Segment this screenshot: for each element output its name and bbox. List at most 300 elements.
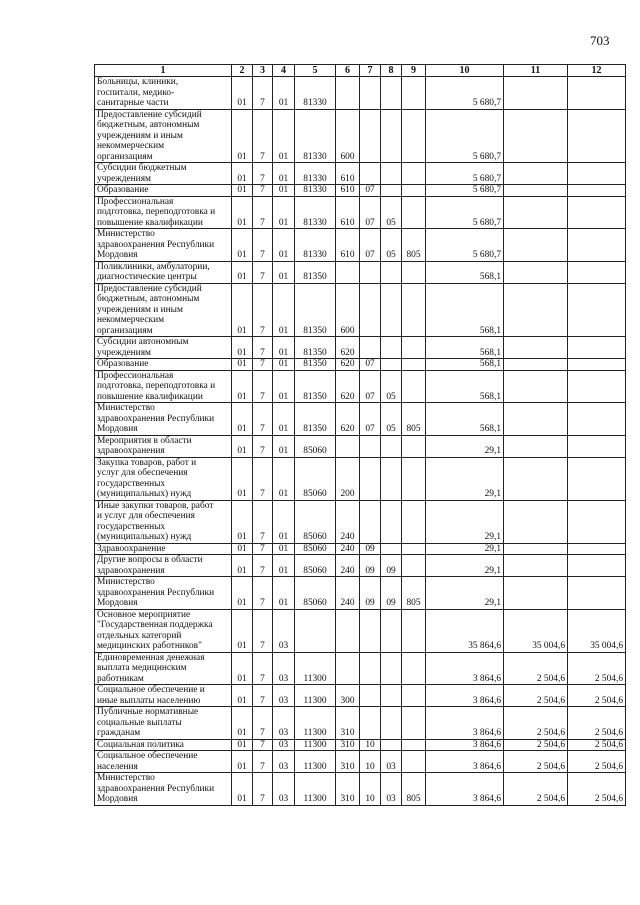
col-9-cell bbox=[402, 283, 426, 337]
col-3-cell: 7 bbox=[253, 196, 273, 229]
col-10-cell: 568,1 bbox=[426, 403, 504, 436]
col-11-cell bbox=[504, 163, 568, 185]
col-10-cell: 29,1 bbox=[426, 577, 504, 610]
col-3-cell: 7 bbox=[253, 229, 273, 262]
row-name-cell: Субсидии автономным учреждениям bbox=[95, 337, 232, 359]
col-12-cell bbox=[568, 77, 626, 110]
col-12-cell bbox=[568, 283, 626, 337]
col-11-cell bbox=[504, 261, 568, 283]
col-9-cell bbox=[402, 739, 426, 751]
table-row bbox=[95, 283, 626, 337]
col-6-cell: 600 bbox=[336, 283, 360, 337]
col-6-cell: 240 bbox=[336, 500, 360, 543]
col-2-cell: 01 bbox=[232, 185, 253, 197]
row-name-cell: Предоставление субсидий бюджетным, автономным учреждениям и иным некоммерческим организациям bbox=[95, 283, 232, 337]
col-3-cell: 7 bbox=[253, 555, 273, 577]
col-11-cell bbox=[504, 337, 568, 359]
col-3-cell: 7 bbox=[253, 652, 273, 685]
col-4-cell: 01 bbox=[273, 370, 295, 403]
col-9-cell: 805 bbox=[402, 403, 426, 436]
table-row bbox=[95, 457, 626, 500]
col-7-cell: 09 bbox=[360, 543, 381, 555]
col-2-cell: 01 bbox=[232, 543, 253, 555]
col-4-cell: 03 bbox=[273, 609, 295, 652]
col-3-cell: 7 bbox=[253, 359, 273, 371]
col-10-cell: 3 864,6 bbox=[426, 707, 504, 740]
col-7-cell: 10 bbox=[360, 751, 381, 773]
col-7-cell: 09 bbox=[360, 555, 381, 577]
col-9-cell bbox=[402, 261, 426, 283]
col-7-cell bbox=[360, 609, 381, 652]
col-10-cell: 29,1 bbox=[426, 435, 504, 457]
column-header: 10 bbox=[426, 65, 504, 77]
col-12-cell bbox=[568, 555, 626, 577]
col-6-cell: 610 bbox=[336, 163, 360, 185]
col-3-cell: 7 bbox=[253, 163, 273, 185]
col-7-cell bbox=[360, 435, 381, 457]
col-11-cell bbox=[504, 435, 568, 457]
col-5-cell: 81350 bbox=[295, 283, 336, 337]
col-11-cell bbox=[504, 543, 568, 555]
col-11-cell: 2 504,6 bbox=[504, 751, 568, 773]
col-2-cell: 01 bbox=[232, 337, 253, 359]
col-4-cell: 01 bbox=[273, 229, 295, 262]
col-6-cell: 310 bbox=[336, 751, 360, 773]
col-11-cell bbox=[504, 370, 568, 403]
col-3-cell: 7 bbox=[253, 109, 273, 163]
col-4-cell: 01 bbox=[273, 163, 295, 185]
table-row bbox=[95, 555, 626, 577]
col-8-cell bbox=[381, 652, 402, 685]
col-12-cell: 2 504,6 bbox=[568, 685, 626, 707]
col-7-cell bbox=[360, 707, 381, 740]
col-3-cell: 7 bbox=[253, 337, 273, 359]
col-7-cell bbox=[360, 457, 381, 500]
col-8-cell bbox=[381, 337, 402, 359]
table-row bbox=[95, 609, 626, 652]
col-7-cell: 07 bbox=[360, 359, 381, 371]
table-row bbox=[95, 685, 626, 707]
col-4-cell: 01 bbox=[273, 359, 295, 371]
col-3-cell: 7 bbox=[253, 685, 273, 707]
col-6-cell: 310 bbox=[336, 773, 360, 806]
row-name-cell: Здравоохранение bbox=[95, 543, 232, 555]
col-8-cell: 03 bbox=[381, 773, 402, 806]
col-4-cell: 01 bbox=[273, 337, 295, 359]
col-8-cell: 05 bbox=[381, 370, 402, 403]
col-12-cell: 2 504,6 bbox=[568, 751, 626, 773]
col-4-cell: 03 bbox=[273, 652, 295, 685]
row-name-cell: Образование bbox=[95, 185, 232, 197]
column-header: 3 bbox=[253, 65, 273, 77]
col-8-cell bbox=[381, 739, 402, 751]
col-2-cell: 01 bbox=[232, 500, 253, 543]
col-9-cell bbox=[402, 457, 426, 500]
col-7-cell bbox=[360, 283, 381, 337]
table-row bbox=[95, 500, 626, 543]
col-12-cell bbox=[568, 163, 626, 185]
col-5-cell: 11300 bbox=[295, 707, 336, 740]
col-5-cell: 81330 bbox=[295, 196, 336, 229]
col-12-cell bbox=[568, 543, 626, 555]
table-row bbox=[95, 196, 626, 229]
column-header: 11 bbox=[504, 65, 568, 77]
col-3-cell: 7 bbox=[253, 370, 273, 403]
col-11-cell: 2 504,6 bbox=[504, 707, 568, 740]
col-3-cell: 7 bbox=[253, 773, 273, 806]
col-12-cell bbox=[568, 403, 626, 436]
table-row bbox=[95, 337, 626, 359]
col-2-cell: 01 bbox=[232, 685, 253, 707]
col-3-cell: 7 bbox=[253, 751, 273, 773]
col-9-cell bbox=[402, 337, 426, 359]
col-5-cell: 85060 bbox=[295, 577, 336, 610]
col-6-cell bbox=[336, 77, 360, 110]
row-name-cell: Субсидии бюджетным учреждениям bbox=[95, 163, 232, 185]
col-4-cell: 01 bbox=[273, 109, 295, 163]
col-2-cell: 01 bbox=[232, 370, 253, 403]
col-9-cell bbox=[402, 185, 426, 197]
col-12-cell bbox=[568, 435, 626, 457]
col-11-cell bbox=[504, 283, 568, 337]
col-6-cell: 610 bbox=[336, 185, 360, 197]
row-name-cell: Единовременная денежная выплата медицинским работникам bbox=[95, 652, 232, 685]
col-5-cell: 81330 bbox=[295, 77, 336, 110]
table-row bbox=[95, 707, 626, 740]
col-9-cell: 805 bbox=[402, 577, 426, 610]
col-12-cell bbox=[568, 500, 626, 543]
col-10-cell: 568,1 bbox=[426, 261, 504, 283]
col-4-cell: 01 bbox=[273, 500, 295, 543]
col-8-cell: 03 bbox=[381, 751, 402, 773]
col-5-cell: 81330 bbox=[295, 109, 336, 163]
col-3-cell: 7 bbox=[253, 457, 273, 500]
col-3-cell: 7 bbox=[253, 707, 273, 740]
row-name-cell: Профессиональная подготовка, переподготовка и повышение квалификации bbox=[95, 370, 232, 403]
col-3-cell: 7 bbox=[253, 185, 273, 197]
col-2-cell: 01 bbox=[232, 652, 253, 685]
col-8-cell bbox=[381, 261, 402, 283]
col-10-cell: 5 680,7 bbox=[426, 196, 504, 229]
col-10-cell: 29,1 bbox=[426, 543, 504, 555]
col-7-cell bbox=[360, 109, 381, 163]
col-7-cell: 07 bbox=[360, 403, 381, 436]
col-5-cell: 85060 bbox=[295, 500, 336, 543]
row-name-cell: Социальное обеспечение и иные выплаты населению bbox=[95, 685, 232, 707]
col-9-cell bbox=[402, 370, 426, 403]
row-name-cell: Публичные нормативные социальные выплаты гражданам bbox=[95, 707, 232, 740]
col-10-cell: 568,1 bbox=[426, 337, 504, 359]
col-12-cell: 2 504,6 bbox=[568, 707, 626, 740]
col-6-cell: 310 bbox=[336, 739, 360, 751]
col-7-cell bbox=[360, 500, 381, 543]
col-3-cell: 7 bbox=[253, 435, 273, 457]
col-5-cell: 85060 bbox=[295, 555, 336, 577]
col-10-cell: 3 864,6 bbox=[426, 773, 504, 806]
col-9-cell: 805 bbox=[402, 773, 426, 806]
col-9-cell bbox=[402, 555, 426, 577]
col-8-cell bbox=[381, 435, 402, 457]
table-row bbox=[95, 109, 626, 163]
col-2-cell: 01 bbox=[232, 707, 253, 740]
table-row bbox=[95, 739, 626, 751]
col-8-cell bbox=[381, 685, 402, 707]
col-10-cell: 3 864,6 bbox=[426, 652, 504, 685]
col-5-cell: 81350 bbox=[295, 359, 336, 371]
col-2-cell: 01 bbox=[232, 261, 253, 283]
col-11-cell: 2 504,6 bbox=[504, 652, 568, 685]
col-10-cell: 568,1 bbox=[426, 359, 504, 371]
col-4-cell: 01 bbox=[273, 555, 295, 577]
row-name-cell: Закупка товаров, работ и услуг для обеспечения государственных (муниципальных) нужд bbox=[95, 457, 232, 500]
col-11-cell bbox=[504, 359, 568, 371]
col-12-cell bbox=[568, 185, 626, 197]
row-name-cell: Основное мероприятие "Государственная поддержка отдельных категорий медицинских работников" bbox=[95, 609, 232, 652]
col-5-cell: 81350 bbox=[295, 370, 336, 403]
col-3-cell: 7 bbox=[253, 739, 273, 751]
col-12-cell: 2 504,6 bbox=[568, 652, 626, 685]
col-8-cell: 09 bbox=[381, 555, 402, 577]
col-6-cell: 300 bbox=[336, 685, 360, 707]
col-11-cell: 35 004,6 bbox=[504, 609, 568, 652]
col-2-cell: 01 bbox=[232, 609, 253, 652]
col-11-cell bbox=[504, 457, 568, 500]
table-header-row bbox=[95, 65, 626, 77]
table-row bbox=[95, 773, 626, 806]
col-9-cell bbox=[402, 609, 426, 652]
col-8-cell bbox=[381, 543, 402, 555]
col-9-cell bbox=[402, 543, 426, 555]
col-11-cell bbox=[504, 403, 568, 436]
col-7-cell bbox=[360, 337, 381, 359]
col-5-cell: 81330 bbox=[295, 163, 336, 185]
col-6-cell: 200 bbox=[336, 457, 360, 500]
col-4-cell: 01 bbox=[273, 185, 295, 197]
col-2-cell: 01 bbox=[232, 457, 253, 500]
col-10-cell: 3 864,6 bbox=[426, 685, 504, 707]
col-8-cell bbox=[381, 609, 402, 652]
col-5-cell: 11300 bbox=[295, 652, 336, 685]
table-row bbox=[95, 751, 626, 773]
column-header: 9 bbox=[402, 65, 426, 77]
col-11-cell bbox=[504, 229, 568, 262]
col-9-cell bbox=[402, 685, 426, 707]
col-8-cell bbox=[381, 185, 402, 197]
col-10-cell: 5 680,7 bbox=[426, 163, 504, 185]
col-11-cell: 2 504,6 bbox=[504, 685, 568, 707]
col-2-cell: 01 bbox=[232, 435, 253, 457]
row-name-cell: Министерство здравоохранения Республики Мордовия bbox=[95, 403, 232, 436]
row-name-cell: Иные закупки товаров, работ и услуг для обеспечения государственных (муниципальных) нужд bbox=[95, 500, 232, 543]
budget-table bbox=[94, 64, 626, 806]
col-9-cell bbox=[402, 163, 426, 185]
col-3-cell: 7 bbox=[253, 609, 273, 652]
col-6-cell: 620 bbox=[336, 370, 360, 403]
col-8-cell bbox=[381, 457, 402, 500]
table-row bbox=[95, 370, 626, 403]
col-8-cell bbox=[381, 77, 402, 110]
col-9-cell bbox=[402, 751, 426, 773]
col-6-cell: 600 bbox=[336, 109, 360, 163]
col-8-cell bbox=[381, 163, 402, 185]
col-7-cell bbox=[360, 163, 381, 185]
col-2-cell: 01 bbox=[232, 359, 253, 371]
col-8-cell: 05 bbox=[381, 229, 402, 262]
col-5-cell: 85060 bbox=[295, 457, 336, 500]
col-4-cell: 03 bbox=[273, 685, 295, 707]
col-5-cell: 81330 bbox=[295, 229, 336, 262]
col-6-cell bbox=[336, 609, 360, 652]
col-6-cell: 620 bbox=[336, 359, 360, 371]
page-number: 703 bbox=[590, 33, 610, 48]
col-7-cell: 07 bbox=[360, 196, 381, 229]
col-5-cell: 85060 bbox=[295, 543, 336, 555]
col-3-cell: 7 bbox=[253, 261, 273, 283]
col-4-cell: 03 bbox=[273, 751, 295, 773]
col-12-cell: 2 504,6 bbox=[568, 739, 626, 751]
col-9-cell bbox=[402, 652, 426, 685]
col-9-cell bbox=[402, 707, 426, 740]
col-2-cell: 01 bbox=[232, 77, 253, 110]
col-5-cell: 11300 bbox=[295, 773, 336, 806]
col-6-cell bbox=[336, 652, 360, 685]
col-10-cell: 568,1 bbox=[426, 370, 504, 403]
col-7-cell bbox=[360, 77, 381, 110]
col-3-cell: 7 bbox=[253, 577, 273, 610]
col-5-cell: 81330 bbox=[295, 185, 336, 197]
row-name-cell: Профессиональная подготовка, переподготовка и повышение квалификации bbox=[95, 196, 232, 229]
col-6-cell bbox=[336, 261, 360, 283]
col-2-cell: 01 bbox=[232, 109, 253, 163]
col-11-cell: 2 504,6 bbox=[504, 773, 568, 806]
table-row bbox=[95, 543, 626, 555]
col-6-cell: 310 bbox=[336, 707, 360, 740]
table-body bbox=[95, 77, 626, 806]
col-11-cell bbox=[504, 185, 568, 197]
col-8-cell bbox=[381, 283, 402, 337]
col-5-cell bbox=[295, 609, 336, 652]
table-row bbox=[95, 577, 626, 610]
col-12-cell bbox=[568, 359, 626, 371]
table-row bbox=[95, 77, 626, 110]
col-4-cell: 03 bbox=[273, 773, 295, 806]
col-2-cell: 01 bbox=[232, 751, 253, 773]
col-7-cell bbox=[360, 652, 381, 685]
col-7-cell: 07 bbox=[360, 229, 381, 262]
col-10-cell: 5 680,7 bbox=[426, 109, 504, 163]
col-12-cell bbox=[568, 261, 626, 283]
col-8-cell: 05 bbox=[381, 403, 402, 436]
col-5-cell: 81350 bbox=[295, 337, 336, 359]
col-11-cell: 2 504,6 bbox=[504, 739, 568, 751]
row-name-cell: Министерство здравоохранения Республики Мордовия bbox=[95, 773, 232, 806]
col-9-cell: 805 bbox=[402, 229, 426, 262]
row-name-cell: Министерство здравоохранения Республики Мордовия bbox=[95, 229, 232, 262]
col-12-cell: 2 504,6 bbox=[568, 773, 626, 806]
col-8-cell bbox=[381, 109, 402, 163]
row-name-cell: Другие вопросы в области здравоохранения bbox=[95, 555, 232, 577]
column-header: 8 bbox=[381, 65, 402, 77]
column-header: 12 bbox=[568, 65, 626, 77]
table-row bbox=[95, 261, 626, 283]
col-4-cell: 01 bbox=[273, 261, 295, 283]
col-10-cell: 3 864,6 bbox=[426, 751, 504, 773]
col-7-cell: 10 bbox=[360, 773, 381, 806]
col-3-cell: 7 bbox=[253, 403, 273, 436]
col-2-cell: 01 bbox=[232, 283, 253, 337]
col-9-cell bbox=[402, 109, 426, 163]
col-6-cell bbox=[336, 435, 360, 457]
col-6-cell: 240 bbox=[336, 577, 360, 610]
col-10-cell: 5 680,7 bbox=[426, 185, 504, 197]
col-2-cell: 01 bbox=[232, 163, 253, 185]
table-row bbox=[95, 185, 626, 197]
col-3-cell: 7 bbox=[253, 500, 273, 543]
col-8-cell: 09 bbox=[381, 577, 402, 610]
col-10-cell: 5 680,7 bbox=[426, 229, 504, 262]
col-4-cell: 01 bbox=[273, 283, 295, 337]
col-10-cell: 35 864,6 bbox=[426, 609, 504, 652]
column-header: 6 bbox=[336, 65, 360, 77]
col-2-cell: 01 bbox=[232, 229, 253, 262]
col-10-cell: 29,1 bbox=[426, 457, 504, 500]
col-9-cell bbox=[402, 359, 426, 371]
col-6-cell: 610 bbox=[336, 229, 360, 262]
col-8-cell bbox=[381, 707, 402, 740]
col-8-cell: 05 bbox=[381, 196, 402, 229]
column-header: 2 bbox=[232, 65, 253, 77]
col-10-cell: 29,1 bbox=[426, 500, 504, 543]
col-6-cell: 610 bbox=[336, 196, 360, 229]
col-12-cell bbox=[568, 337, 626, 359]
col-4-cell: 01 bbox=[273, 435, 295, 457]
col-10-cell: 568,1 bbox=[426, 283, 504, 337]
col-2-cell: 01 bbox=[232, 577, 253, 610]
row-name-cell: Мероприятия в области здравоохранения bbox=[95, 435, 232, 457]
col-7-cell: 09 bbox=[360, 577, 381, 610]
row-name-cell: Социальное обеспечение населения bbox=[95, 751, 232, 773]
table-row bbox=[95, 652, 626, 685]
row-name-cell: Социальная политика bbox=[95, 739, 232, 751]
col-10-cell: 29,1 bbox=[426, 555, 504, 577]
row-name-cell: Предоставление субсидий бюджетным, автономным учреждениям и иным некоммерческим организациям bbox=[95, 109, 232, 163]
table-row bbox=[95, 435, 626, 457]
table-row bbox=[95, 403, 626, 436]
table-row bbox=[95, 229, 626, 262]
col-9-cell bbox=[402, 435, 426, 457]
col-5-cell: 81350 bbox=[295, 261, 336, 283]
col-4-cell: 01 bbox=[273, 196, 295, 229]
col-6-cell: 620 bbox=[336, 337, 360, 359]
col-8-cell bbox=[381, 500, 402, 543]
col-7-cell bbox=[360, 261, 381, 283]
column-header: 1 bbox=[95, 65, 232, 77]
col-6-cell: 240 bbox=[336, 543, 360, 555]
col-12-cell bbox=[568, 109, 626, 163]
col-11-cell bbox=[504, 500, 568, 543]
col-2-cell: 01 bbox=[232, 196, 253, 229]
col-2-cell: 01 bbox=[232, 555, 253, 577]
col-12-cell bbox=[568, 577, 626, 610]
table-row bbox=[95, 359, 626, 371]
col-4-cell: 03 bbox=[273, 739, 295, 751]
col-4-cell: 01 bbox=[273, 577, 295, 610]
row-name-cell: Поликлиники, амбулатории, диагностические центры bbox=[95, 261, 232, 283]
col-7-cell: 07 bbox=[360, 185, 381, 197]
col-4-cell: 01 bbox=[273, 403, 295, 436]
col-6-cell: 620 bbox=[336, 403, 360, 436]
col-12-cell bbox=[568, 370, 626, 403]
